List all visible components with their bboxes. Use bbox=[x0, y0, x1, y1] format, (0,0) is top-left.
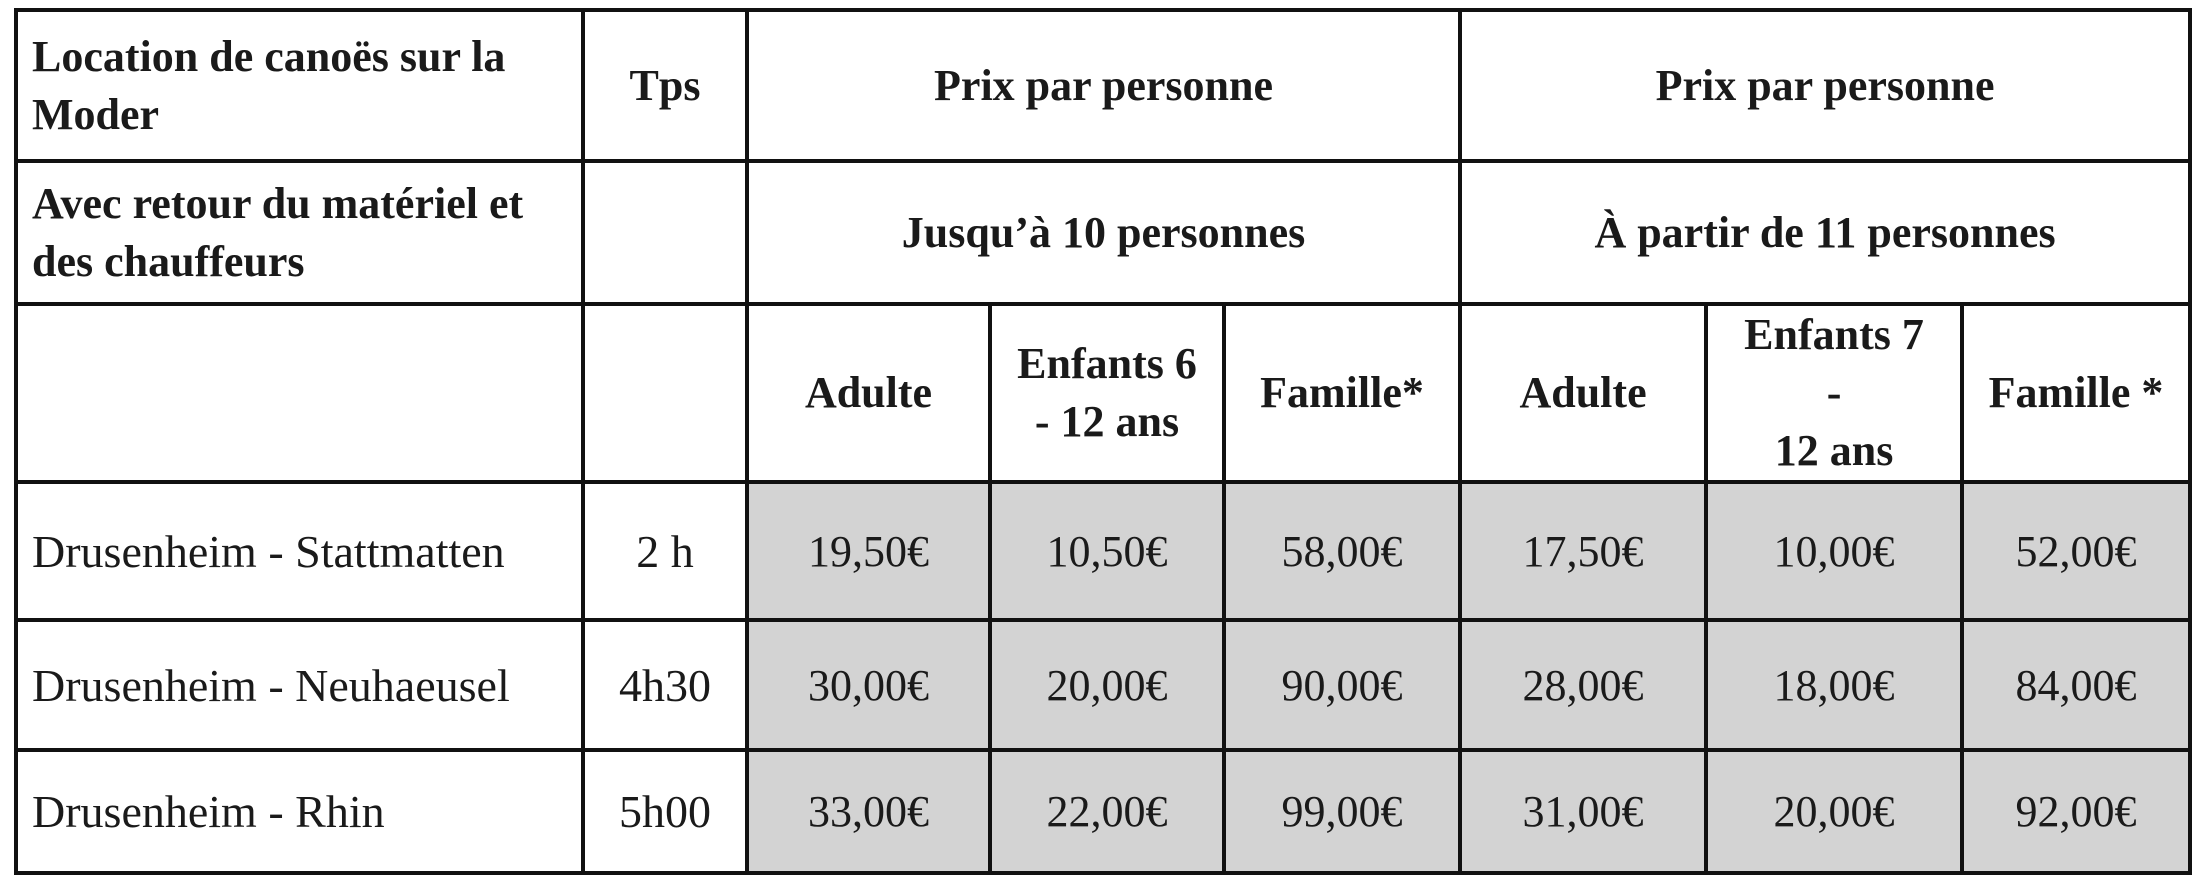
price-cell: 33,00€ bbox=[747, 750, 990, 873]
price-cell: 52,00€ bbox=[1962, 482, 2190, 620]
route-header-empty bbox=[16, 304, 583, 482]
price-cell: 20,00€ bbox=[1706, 750, 1962, 873]
price-cell: 17,50€ bbox=[1460, 482, 1706, 620]
table-row bbox=[16, 750, 2190, 873]
canoe-pricing-table bbox=[14, 8, 2192, 875]
price-cell: 10,00€ bbox=[1706, 482, 1962, 620]
price-group-a-header: Prix par personne bbox=[747, 10, 1460, 161]
price-cell: 19,50€ bbox=[747, 482, 990, 620]
group-b-children-header: Enfants 7 - 12 ans bbox=[1706, 304, 1962, 482]
group-a-children-header: Enfants 6 - 12 ans bbox=[990, 304, 1224, 482]
route-name: Drusenheim - Neuhaeusel bbox=[16, 620, 583, 750]
route-duration: 4h30 bbox=[583, 620, 747, 750]
price-cell: 58,00€ bbox=[1224, 482, 1460, 620]
header-row-2 bbox=[16, 161, 2190, 304]
tps-header-empty bbox=[583, 161, 747, 304]
price-group-b-header: Prix par personne bbox=[1460, 10, 2190, 161]
group-b-adult-header: Adulte bbox=[1460, 304, 1706, 482]
table-subtitle: Avec retour du matériel et des chauffeurs bbox=[16, 161, 583, 304]
price-cell: 90,00€ bbox=[1224, 620, 1460, 750]
price-cell: 10,50€ bbox=[990, 482, 1224, 620]
group-b-family-header: Famille * bbox=[1962, 304, 2190, 482]
header-row-3 bbox=[16, 304, 2190, 482]
tps-header-empty-2 bbox=[583, 304, 747, 482]
price-cell: 30,00€ bbox=[747, 620, 990, 750]
table-row bbox=[16, 620, 2190, 750]
route-name: Drusenheim - Stattmatten bbox=[16, 482, 583, 620]
price-cell: 20,00€ bbox=[990, 620, 1224, 750]
table-row bbox=[16, 482, 2190, 620]
route-duration: 5h00 bbox=[583, 750, 747, 873]
price-cell: 22,00€ bbox=[990, 750, 1224, 873]
price-cell: 92,00€ bbox=[1962, 750, 2190, 873]
route-name: Drusenheim - Rhin bbox=[16, 750, 583, 873]
tps-header: Tps bbox=[583, 10, 747, 161]
price-cell: 28,00€ bbox=[1460, 620, 1706, 750]
group-b-size-header: À partir de 11 personnes bbox=[1460, 161, 2190, 304]
price-cell: 99,00€ bbox=[1224, 750, 1460, 873]
group-a-adult-header: Adulte bbox=[747, 304, 990, 482]
group-a-family-header: Famille* bbox=[1224, 304, 1460, 482]
price-cell: 84,00€ bbox=[1962, 620, 2190, 750]
table-title: Location de canoës sur la Moder bbox=[16, 10, 583, 161]
group-a-size-header: Jusqu’à 10 personnes bbox=[747, 161, 1460, 304]
price-cell: 31,00€ bbox=[1460, 750, 1706, 873]
header-row-1 bbox=[16, 10, 2190, 161]
price-cell: 18,00€ bbox=[1706, 620, 1962, 750]
route-duration: 2 h bbox=[583, 482, 747, 620]
